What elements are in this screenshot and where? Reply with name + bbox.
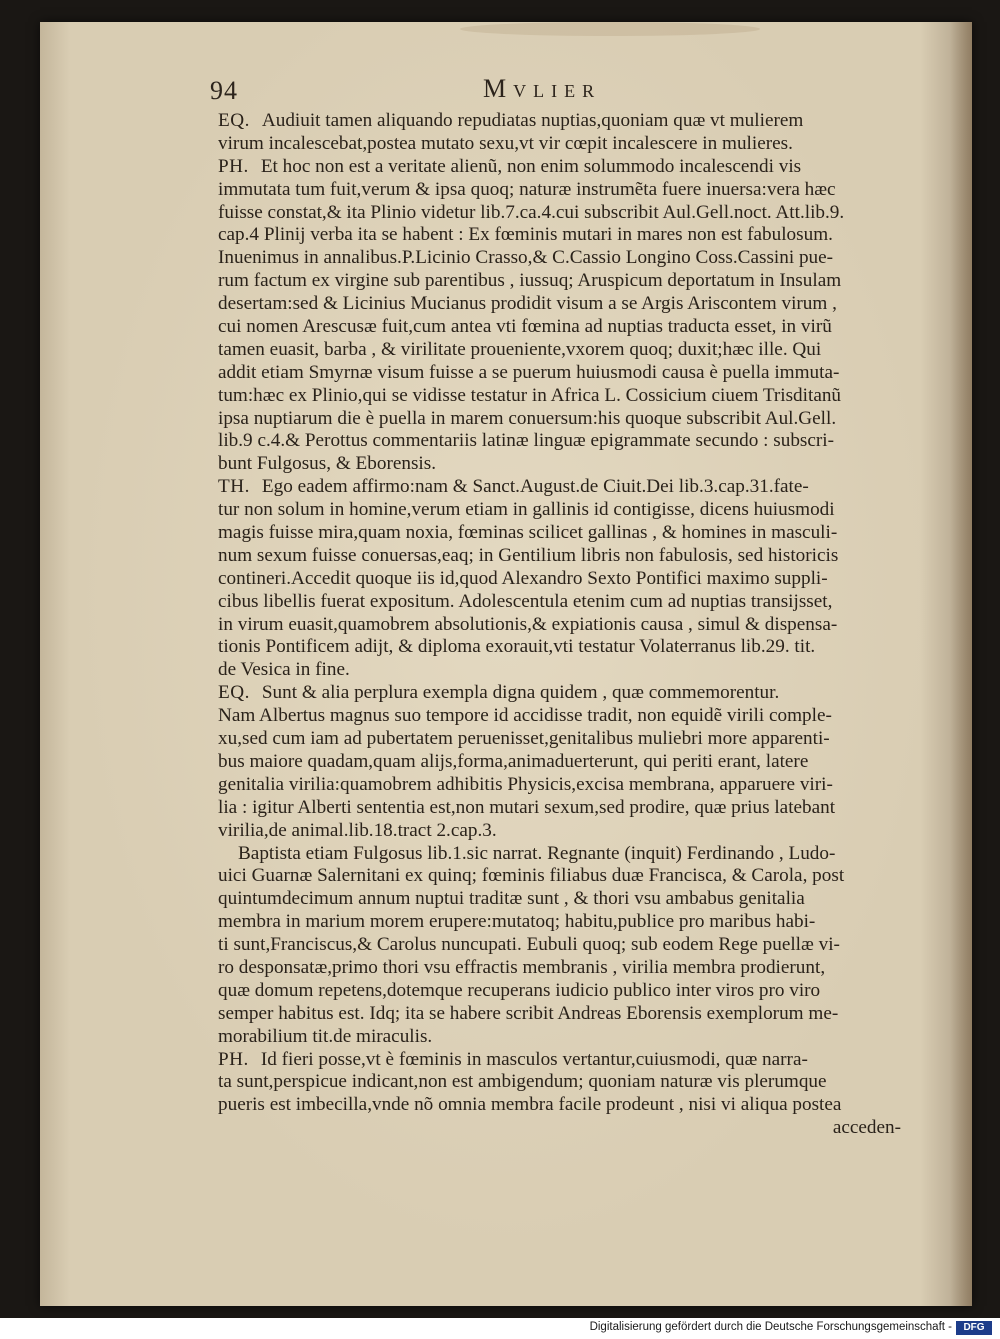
- text-line: [218, 270, 903, 293]
- text-line: [218, 1026, 903, 1049]
- text-line: [218, 636, 903, 659]
- body-text: [218, 110, 903, 1140]
- line-text: membra in marium morem erupere:mutatoq; habitu,publice pro maribus habi-: [218, 911, 816, 933]
- text-line: [218, 728, 903, 751]
- line-text: xu,sed cum iam ad pubertatem peruenisset,genitalibus muliebri more apparenti-: [218, 728, 830, 750]
- text-line: [218, 659, 903, 682]
- text-line: [218, 522, 903, 545]
- text-line: [218, 843, 903, 866]
- text-line: [218, 957, 903, 980]
- line-text: cibus libellis fuerat expositum. Adolescentula etenim cum ad nuptias transijsset,: [218, 590, 833, 612]
- text-line: [218, 911, 903, 934]
- line-text: fuisse constat,& ita Plinio videtur lib.7.ca.4.cui subscribit Aul.Gell.noct. Att.lib.9.: [218, 201, 845, 223]
- paper-stain: [460, 22, 760, 36]
- line-text: morabilium tit.de miraculis.: [218, 1025, 433, 1047]
- line-text: Audiuit tamen aliquando repudiatas nuptias,quoniam quæ vt mulierem: [261, 110, 804, 131]
- line-text: bunt Fulgosus, & Eborensis.: [218, 453, 437, 475]
- line-text: virum incalescebat,postea mutato sexu,vt vir cœpit incalescere in mulieres.: [218, 132, 793, 154]
- text-line: [218, 430, 903, 453]
- text-line: [218, 110, 903, 133]
- line-text: desertam:sed & Licinius Mucianus prodidit visum a se Argis Ariscontem virum ,: [218, 293, 837, 315]
- text-line: [218, 614, 903, 637]
- text-line: [218, 293, 903, 316]
- line-text: ipsa nuptiarum die è puella in marem conuersum:his quoque subscribit Aul.Gell.: [218, 407, 837, 429]
- line-text: pueris est imbecilla,vnde nõ omnia membra facile prodeunt , nisi vi aliqua postea: [218, 1094, 842, 1116]
- line-text: num sexum fuisse conuersas,eaq; in Gentilium libris non fabulosis, sed historicis: [218, 544, 839, 566]
- text-line: [218, 133, 903, 156]
- line-text: in virum euasit,quamobrem absolutionis,& expiationis causa , simul & dispensa-: [218, 613, 838, 635]
- line-text: semper habitus est. Idq; ita se habere scribit Andreas Eborensis exemplorum me-: [218, 1002, 839, 1024]
- text-line: [218, 385, 903, 408]
- speaker-label: EQ.: [218, 682, 250, 704]
- text-line: [218, 1049, 903, 1072]
- text-line: [218, 820, 903, 843]
- line-text: quintumdecimum annum nuptui traditæ sunt , & thori vsu ambabus genitalia: [218, 888, 805, 910]
- line-text: ti sunt,Franciscus,& Carolus nuncupati. Eubuli quoq; sub eodem Rege puellæ vi-: [218, 934, 840, 956]
- line-text: genitalia virilia:quamobrem adhibitis Physicis,excisa membrana, apparuere viri-: [218, 773, 833, 795]
- line-text: magis fuisse mira,quam noxia, fœminas scilicet gallinas , & homines in masculi-: [218, 522, 838, 544]
- footer-bar: [0, 1318, 1000, 1339]
- text-line: [218, 247, 903, 270]
- line-text: contineri.Accedit quoque iis id,quod Alexandro Sexto Pontifici maximo suppli-: [218, 567, 828, 589]
- text-line: [218, 499, 903, 522]
- text-line: [218, 453, 903, 476]
- line-text: virilia,de animal.lib.18.tract 2.cap.3.: [218, 819, 497, 841]
- text-line: [218, 1071, 903, 1094]
- line-text: lib.9 c.4.& Perottus commentariis latinæ linguæ epigrammate secundo : subscri-: [218, 430, 835, 452]
- text-line: [218, 202, 903, 225]
- text-line: [218, 980, 903, 1003]
- line-text: lia : igitur Alberti sententia est,non mutari sexum,sed prodire, quæ prius latebant: [218, 796, 836, 818]
- text-line: [218, 797, 903, 820]
- speaker-label: PH.: [218, 155, 249, 177]
- line-text: Nam Albertus magnus suo tempore id accidisse tradit, non equidẽ virili comple-: [218, 705, 832, 727]
- text-line: [218, 1003, 903, 1026]
- text-line: [218, 316, 903, 339]
- running-head: Mvlier: [483, 74, 602, 103]
- page-edge-shadow: [950, 22, 972, 1306]
- text-line: [218, 224, 903, 247]
- text-line: [218, 476, 903, 499]
- text-line: [218, 705, 903, 728]
- line-text: tamen euasit, barba , & virilitate proueniente,vxorem quoq; duxit;hæc ille. Qui: [218, 338, 822, 360]
- text-line: [218, 774, 903, 797]
- text-line: [218, 179, 903, 202]
- line-text: Id fieri posse,vt è fœminis in masculos vertantur,cuiusmodi, quæ narra-: [260, 1048, 808, 1070]
- line-text: de Vesica in fine.: [218, 659, 350, 681]
- speaker-label: TH.: [218, 476, 250, 498]
- line-text: Sunt & alia perplura exempla digna quidem , quæ commemorentur.: [261, 682, 780, 704]
- dfg-logo: DFG: [956, 1321, 992, 1335]
- line-text: rum factum ex virgine sub parentibus , iussuq; Aruspicum deportatum in Insulam: [218, 270, 842, 292]
- text-line: [218, 682, 903, 705]
- line-text: ro desponsatæ,primo thori vsu effractis membranis , virilia membra prodierunt,: [218, 956, 826, 978]
- line-text: immutata tum fuit,verum & ipsa quoq; naturæ instrumẽta fuere inuersa:vera hæc: [218, 178, 836, 200]
- line-text: cui nomen Arescusæ fuit,cum antea vti fœmina ad nuptias traducta esset, in virũ: [218, 316, 832, 338]
- catchword: acceden-: [832, 1117, 901, 1139]
- text-line: [218, 591, 903, 614]
- line-text: Et hoc non est a veritate alienũ, non enim solummodo incalescendi vis: [260, 155, 802, 177]
- text-line: [218, 339, 903, 362]
- line-text: addit etiam Smyrnæ visum fuisse a se puerum huiusmodi causa è puella immuta-: [218, 361, 840, 383]
- line-text: tur non solum in homine,verum etiam in gallinis id contigisse, dicens huiusmodi: [218, 499, 835, 521]
- line-text: Baptista etiam Fulgosus lib.1.sic narrat. Regnante (inquit) Ferdinando , Ludo-: [238, 842, 836, 864]
- line-text: quæ domum repetens,dotemque recuperans iudicio publico inter viros pro viro: [218, 979, 821, 1001]
- footer-credit: Digitalisierung gefördert durch die Deutsche Forschungsgemeinschaft -: [589, 1321, 952, 1333]
- line-text: bus maiore quadam,quam alijs,forma,animaduerterunt, qui periti erant, latere: [218, 750, 809, 772]
- text-line: [218, 545, 903, 568]
- text-line: [218, 1094, 903, 1117]
- speaker-label: PH.: [218, 1048, 249, 1070]
- line-text: ta sunt,perspicue indicant,non est ambigendum; quoniam naturæ vis plerumque: [218, 1071, 827, 1093]
- line-text: Ego eadem affirmo:nam & Sanct.August.de Ciuit.Dei lib.3.cap.31.fate-: [261, 476, 809, 498]
- line-text: cap.4 Plinij verba ita se habent : Ex fœminis mutari in mares non est fabulosum.: [218, 224, 833, 246]
- text-line: [218, 934, 903, 957]
- text-line: [218, 362, 903, 385]
- text-line: [218, 156, 903, 179]
- line-text: tum:hæc ex Plinio,qui se vidisse testatur in Africa L. Cossicium ciuem Trisditanũ: [218, 384, 842, 406]
- line-text: uici Guarnæ Salernitani ex quinq; fœminis filiabus duæ Francisca, & Carola, post: [218, 865, 845, 887]
- text-line: [218, 568, 903, 591]
- line-text: tionis Pontificem adijt, & diploma exorauit,vti testatur Volaterranus lib.29. tit.: [218, 636, 816, 658]
- page-number: 94: [210, 76, 238, 105]
- text-line: [218, 751, 903, 774]
- speaker-label: EQ.: [218, 110, 250, 131]
- text-line: [218, 888, 903, 911]
- text-line: [218, 865, 903, 888]
- line-text: Inuenimus in annalibus.P.Licinio Crasso,& C.Cassio Longino Coss.Cassini pue-: [218, 247, 834, 269]
- text-line: [218, 408, 903, 431]
